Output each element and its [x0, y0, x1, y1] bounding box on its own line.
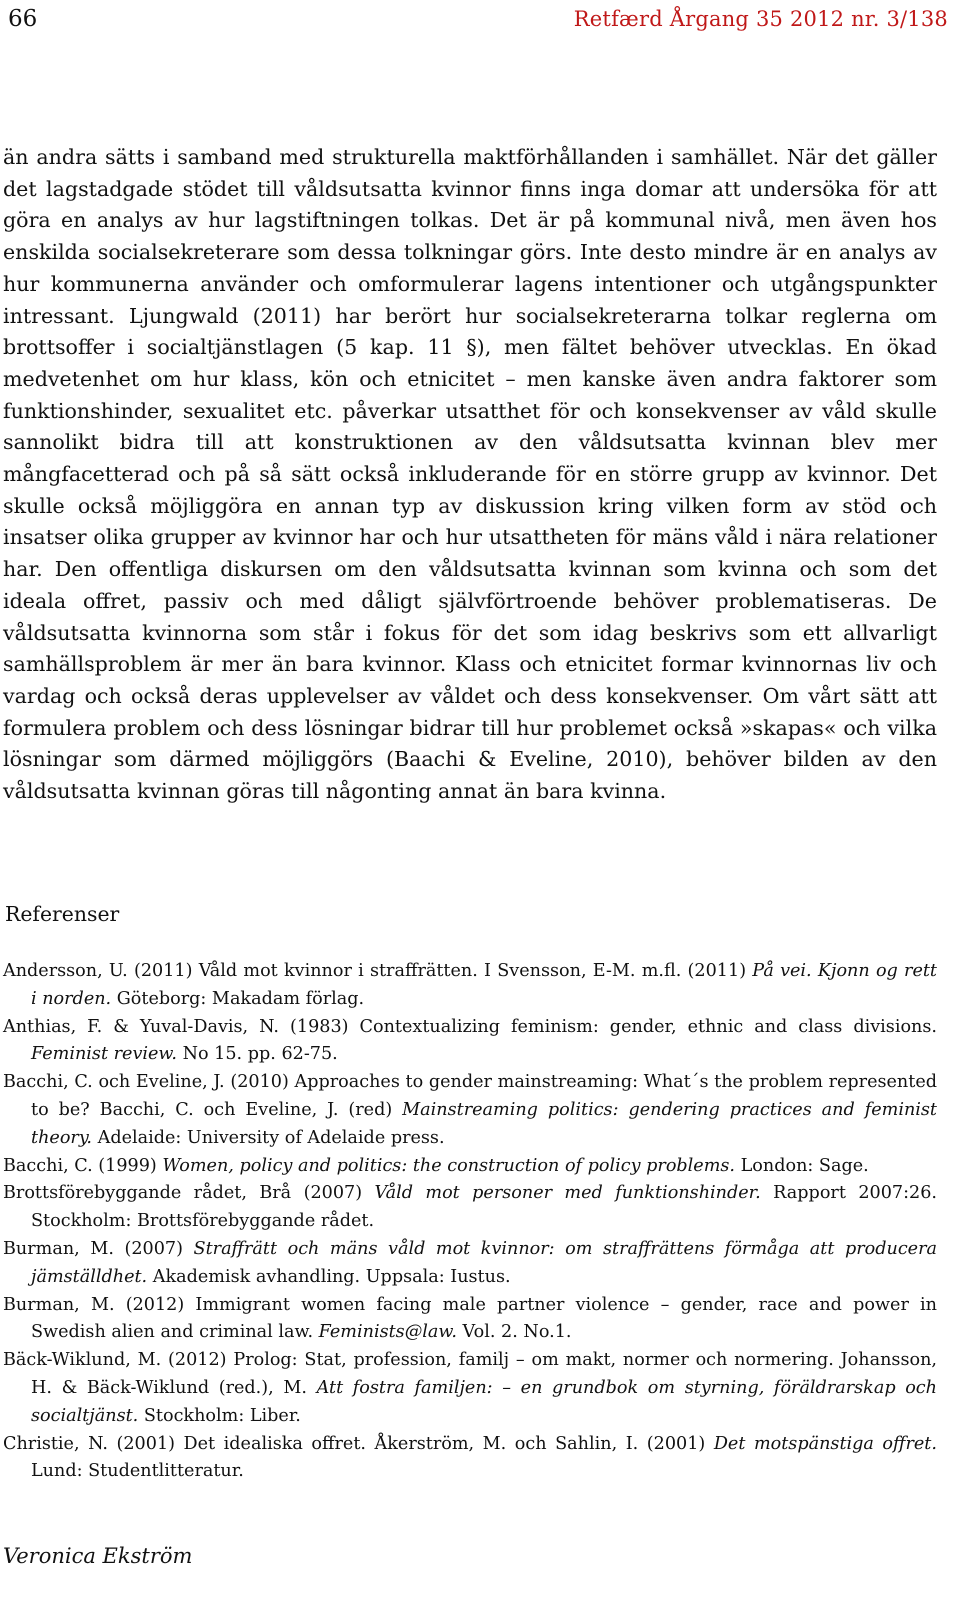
reference-item — [3, 1153, 937, 1181]
reference-item — [3, 1069, 937, 1152]
reference-text: Burman, M. (2007) — [3, 1238, 194, 1259]
reference-title: Straffrätt och mäns våld mot kvinnor: om straffrättens förmåga att producera jämställdhet. — [31, 1238, 937, 1287]
reference-publisher: Adelaide: University of Adelaide press. — [92, 1127, 445, 1148]
reference-publisher: Lund: Studentlitteratur. — [31, 1461, 244, 1482]
reference-text: Bacchi, C. (1999) — [3, 1155, 163, 1176]
reference-title: På vei. Kjonn og rett i norden. — [31, 961, 937, 1009]
author-signature: Veronica Ekström — [3, 1544, 193, 1568]
reference-title: Feminists@law. — [318, 1322, 457, 1343]
reference-text: Burman, M. (2012) Immigrant women facing male partner violence – gender, race and power in Swedish alien and criminal law. — [3, 1294, 937, 1343]
references-heading: Referenser — [5, 902, 120, 926]
reference-text: Bäck-Wiklund, M. (2012) Prolog: Stat, profession, familj – om makt, normer och normering. Johansson, H. & Bäck-Wiklund (red.), M. — [3, 1350, 937, 1398]
reference-item — [3, 958, 937, 1014]
reference-publisher: London: Sage. — [735, 1155, 869, 1176]
reference-publisher: No 15. pp. 62-75. — [176, 1044, 338, 1065]
reference-item — [3, 1014, 937, 1070]
reference-text: Andersson, U. (2011) Våld mot kvinnor i straffrätten. I Svensson, E-M. m.fl. (2011) — [3, 961, 753, 981]
reference-list — [3, 958, 937, 1486]
reference-publisher: Stockholm: Liber. — [138, 1405, 301, 1426]
reference-item — [3, 1236, 937, 1292]
body-paragraph: än andra sätts i samband med strukturella maktförhållanden i samhället. När det gäller det lagstadgade stödet till våldsutsatta kvinnor finns inga domar att undersöka för att göra en analys av hur lagstiftningen tolkas. Det är på kommunal nivå, men även hos enskilda socialsekreterare som dessa tolkningar görs. Inte desto mindre är en analys av hur kommunerna använder och omformulerar lagens intentioner och utgångspunkter intressant. Ljungwald (2011) har berört hur socialsekreterarna tolkar reglerna om brottsoffer i socialtjänstlagen (5 kap. 11 §), men fältet behöver utvecklas. En ökad medvetenhet om hur klass, kön och etnicitet – men kanske även andra faktorer som funktionshinder, sexualitet etc. påverkar utsatthet för och konsekvenser av våld skulle sannolikt bidra till att konstruktionen av den våldsutsatta kvinnan blev mer mångfacetterad och på så sätt också inkluderande för en större grupp av kvinnor. Det skulle också möjliggöra en annan typ av diskussion kring vilken form av stöd och insatser olika grupper av kvinnor har och hur utsattheten för mäns våld i nära relationer har. Den offentliga diskursen om den våldsutsatta kvinnan som kvinna och som det ideala offret, passiv och med dåligt självförtroende behöver problematiseras. De våldsutsatta kvinnorna som står i fokus för det som idag beskrivs som ett allvarligt samhällsproblem är mer än bara kvinnor. Klass och etnicitet formar kvinnornas liv och vardag och också deras upplevelser av våldet och dess konsekvenser. Om vårt sätt att formulera problem och dess lösningar bidrar till hur problemet också »skapas« och vilka lösningar som därmed möjliggörs (Baachi & Eveline, 2010), behöver bilden av den våldsutsatta kvinnan göras till någonting annat än bara kvinna. — [3, 145, 937, 804]
reference-text: Anthias, F. & Yuval-Davis, N. (1983) Contextualizing feminism: gender, ethnic and class divisions. — [3, 1016, 937, 1037]
reference-publisher: Akademisk avhandling. Uppsala: Iustus. — [147, 1266, 511, 1287]
page-number: 66 — [8, 6, 38, 32]
reference-publisher: Vol. 2. No.1. — [456, 1322, 572, 1343]
reference-text: Brottsförebyggande rådet, Brå (2007) — [3, 1183, 375, 1204]
reference-title: Women, policy and politics: the construction of policy problems. — [162, 1155, 736, 1176]
reference-publisher: Rapport 2007:26. Stockholm: Brottsförebyggande rådet. — [31, 1183, 937, 1232]
reference-item — [3, 1292, 937, 1348]
reference-title: Det motspänstiga offret. — [713, 1433, 937, 1454]
reference-item — [3, 1347, 937, 1430]
reference-title: Mainstreaming politics: gendering practices and feminist theory. — [31, 1099, 938, 1148]
reference-item — [3, 1431, 937, 1487]
reference-text: Bacchi, C. och Eveline, J. (2010) Approaches to gender mainstreaming: What´s the problem represented to be? Bacchi, C. och Eveline, J. (red) — [3, 1072, 937, 1120]
reference-title: Att fostra familjen: – en grundbok om styrning, föräldrarskap och socialtjänst. — [31, 1377, 937, 1426]
reference-title: Feminist review. — [31, 1044, 177, 1065]
reference-text: Christie, N. (2001) Det idealiska offret. Åkerström, M. och Sahlin, I. (2001) — [3, 1433, 714, 1454]
reference-publisher: Göteborg: Makadam förlag. — [111, 988, 365, 1009]
reference-item — [3, 1180, 937, 1236]
reference-title: Våld mot personer med funktionshinder. — [374, 1183, 761, 1204]
running-head: Retfærd Årgang 35 2012 nr. 3/138 — [573, 7, 948, 31]
